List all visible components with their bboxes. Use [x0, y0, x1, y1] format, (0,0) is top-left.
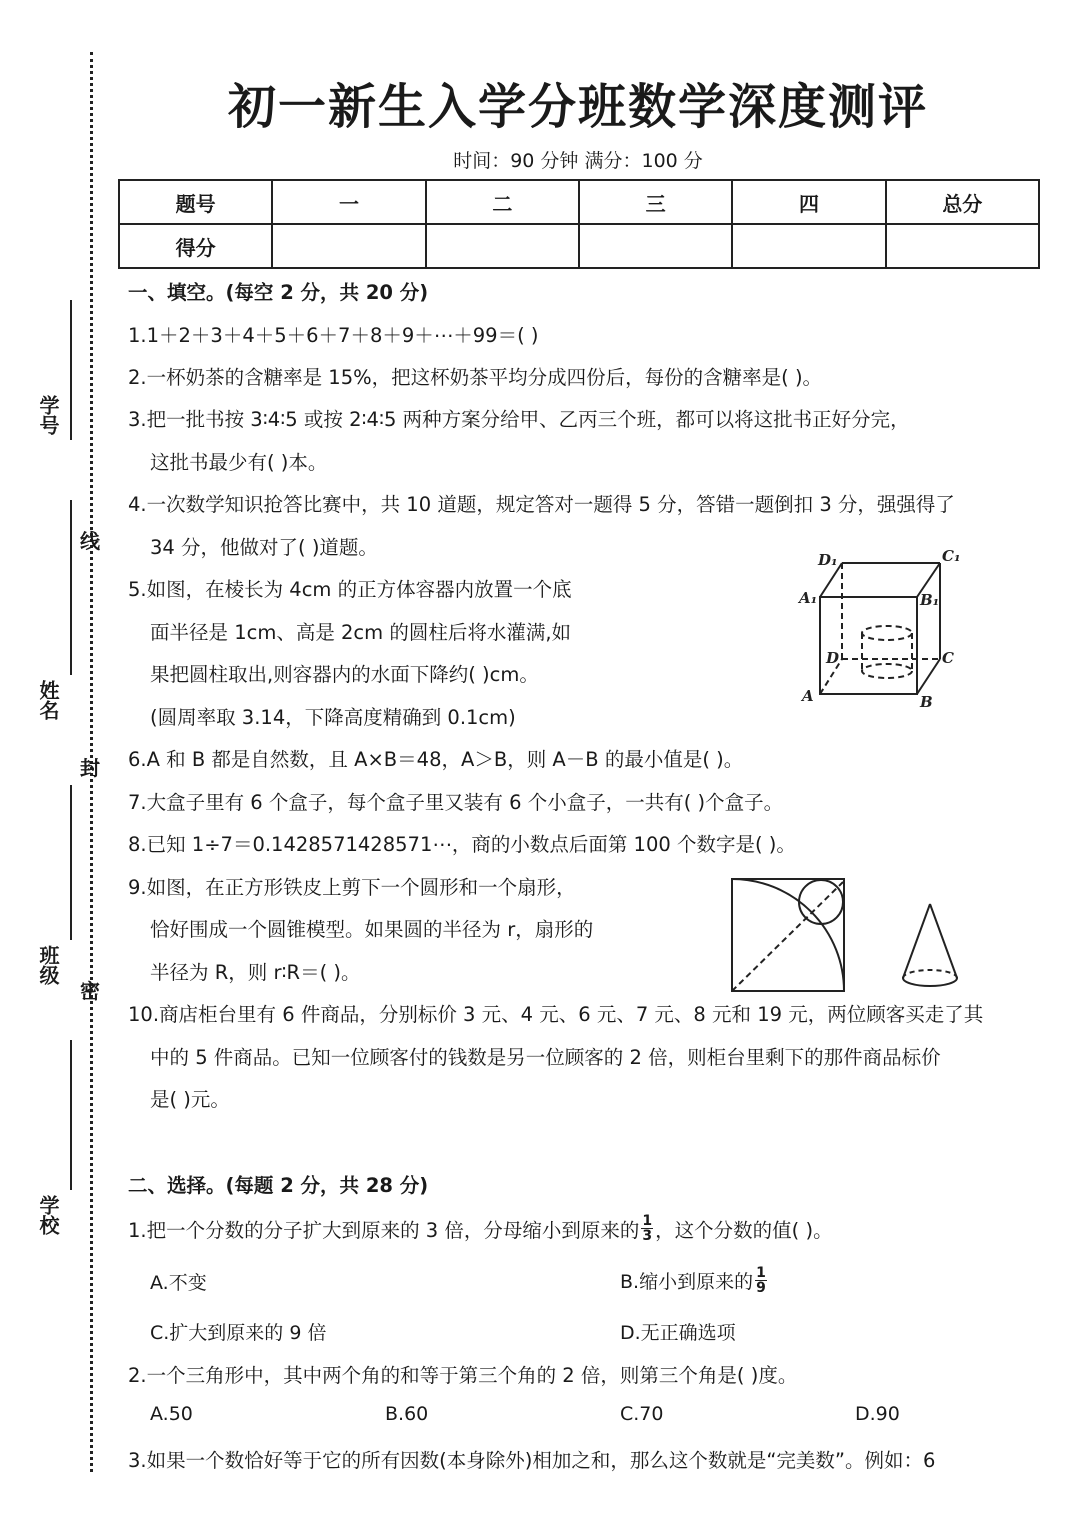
- hidden-edges: [820, 563, 940, 694]
- question-line: 这批书最少有( )本。: [150, 451, 328, 474]
- seal-seal-char: 封: [80, 756, 100, 780]
- question-line: 1.1＋2＋3＋4＋5＋6＋7＋8＋9＋⋯＋99＝( ): [128, 324, 539, 347]
- score-table-header-row: [119, 180, 1039, 224]
- school-line: [70, 1040, 72, 1190]
- student-id-field[interactable]: [20, 300, 80, 460]
- q1-text-end: ，这个分数的值( )。: [655, 1218, 833, 1242]
- question-line: 中的 5 件商品。已知一位顾客付的钱数是另一位顾客的 2 倍，则柜台里剩下的那件商品标价: [150, 1046, 941, 1069]
- option-d[interactable]: D.90: [855, 1403, 900, 1425]
- school-field[interactable]: [20, 1040, 80, 1240]
- choice-question-3: 3.如果一个数恰好等于它的所有因数(本身除外)相加之和，那么这个数就是“完美数”。例如：6: [128, 1449, 936, 1472]
- name-field[interactable]: [20, 500, 80, 730]
- page-title: 初一新生入学分班数学深度测评: [227, 79, 928, 135]
- question-line: 8.已知 1÷7＝0.1428571428571⋯，商的小数点后面第 100 个数字是( )。: [128, 833, 796, 856]
- vertex-label: A: [802, 687, 814, 705]
- student-id-line: [70, 300, 72, 440]
- school-label: 学校: [36, 1195, 60, 1235]
- option-b[interactable]: B.缩小到原来的 $\frac{1}{9}$: [620, 1265, 766, 1296]
- option-c[interactable]: C.70: [620, 1403, 664, 1425]
- score-table-header: 一: [272, 180, 425, 224]
- diagonal-line: [732, 882, 843, 991]
- section1-heading: 一、填空。(每空 2 分，共 20 分): [128, 281, 429, 304]
- question-line: 3.把一批书按 3∶4∶5 或按 2∶4∶5 两种方案分给甲、乙丙三个班，都可以将这批书正好分完，: [128, 408, 910, 431]
- vertex-label: A₁: [799, 589, 818, 607]
- class-line: [70, 785, 72, 940]
- question-line: (圆周率取 3.14，下降高度精确到 0.1cm): [150, 706, 516, 729]
- score-row-label: 得分: [119, 224, 272, 268]
- question-line: 7.大盒子里有 6 个盒子，每个盒子里又装有 6 个小盒子，一共有( )个盒子。: [128, 791, 784, 814]
- class-field[interactable]: [20, 785, 80, 990]
- exam-info: 时间：90 分钟 满分：100 分: [453, 150, 703, 172]
- question-line: 6.A 和 B 都是自然数，且 A×B＝48，A＞B，则 A－B 的最小值是( )。: [128, 748, 744, 771]
- vertex-label: B₁: [920, 591, 940, 609]
- question-line: 面半径是 1cm、高是 2cm 的圆柱后将水灌满,如: [150, 621, 572, 644]
- cone-figure: [903, 904, 957, 986]
- score-table-header: 总分: [886, 180, 1039, 224]
- option-b[interactable]: B.60: [385, 1403, 429, 1425]
- option-a[interactable]: A.50: [150, 1403, 193, 1425]
- seal-close-char: 密: [80, 979, 100, 1003]
- vertex-label: C: [942, 649, 954, 667]
- question-line: 半径为 R，则 r∶R＝( )。: [150, 961, 361, 984]
- score-table-header: 四: [732, 180, 885, 224]
- score-table: [118, 179, 1040, 269]
- question-line: 2.一杯奶茶的含糖率是 15%，把这杯奶茶平均分成四份后，每份的含糖率是( )。: [128, 366, 823, 389]
- score-table-score-row: [119, 224, 1039, 268]
- student-id-label: 学号: [36, 395, 60, 435]
- cube-cylinder-figure: [790, 545, 970, 715]
- score-cell[interactable]: [886, 224, 1039, 268]
- option-d[interactable]: D.无正确选项: [620, 1322, 736, 1344]
- seal-line-char: 线: [80, 529, 100, 553]
- choice-question-2: 2.一个三角形中，其中两个角的和等于第三个角的 2 倍，则第三个角是( )度。: [128, 1364, 798, 1387]
- vertex-label: C₁: [942, 547, 961, 565]
- name-label: 姓名: [36, 680, 60, 720]
- square-sector-figure: [725, 872, 980, 997]
- section2-heading: 二、选择。(每题 2 分，共 28 分): [128, 1174, 429, 1197]
- vertex-label: B: [920, 693, 933, 711]
- question-line: 9.如图，在正方形铁皮上剪下一个圆形和一个扇形，: [128, 876, 576, 899]
- fraction-one-ninth: $\frac{1}{9}$: [756, 1265, 766, 1296]
- class-label: 班级: [36, 945, 60, 985]
- question-line: 果把圆柱取出,则容器内的水面下降约( )cm。: [150, 663, 539, 686]
- question-line: 34 分，他做对了( )道题。: [150, 536, 378, 559]
- option-c[interactable]: C.扩大到原来的 9 倍: [150, 1322, 327, 1344]
- score-table-header: 二: [426, 180, 579, 224]
- score-table-header: 三: [579, 180, 732, 224]
- score-cell[interactable]: [272, 224, 425, 268]
- score-cell[interactable]: [732, 224, 885, 268]
- score-cell[interactable]: [579, 224, 732, 268]
- question-line: 是( )元。: [150, 1088, 230, 1111]
- score-cell[interactable]: [426, 224, 579, 268]
- choice-question-1: [128, 1214, 833, 1243]
- question-line: 10.商店柜台里有 6 件商品，分别标价 3 元、4 元、6 元、7 元、8 元和 19 元，两位顾客买走了其: [128, 1003, 984, 1026]
- fraction-one-third: $\frac{1}{3}$: [642, 1213, 653, 1244]
- question-line: 恰好围成一个圆锥模型。如果圆的半径为 r，扇形的: [150, 918, 594, 941]
- cube-front-face: [820, 597, 917, 694]
- question-line: 5.如图，在棱长为 4cm 的正方体容器内放置一个底: [128, 578, 572, 601]
- q1-text-start: 1.把一个分数的分子扩大到原来的 3 倍，分母缩小到原来的: [128, 1218, 640, 1242]
- option-a[interactable]: A.不变: [150, 1272, 207, 1294]
- score-table-header: 题号: [119, 180, 272, 224]
- question-line: 4.一次数学知识抢答比赛中，共 10 道题，规定答对一题得 5 分，答错一题倒扣 3 分，强强得了: [128, 493, 955, 516]
- cube-edge: [917, 659, 940, 694]
- name-line: [70, 500, 72, 675]
- vertex-label: D: [826, 649, 840, 667]
- vertex-label: D₁: [818, 551, 838, 569]
